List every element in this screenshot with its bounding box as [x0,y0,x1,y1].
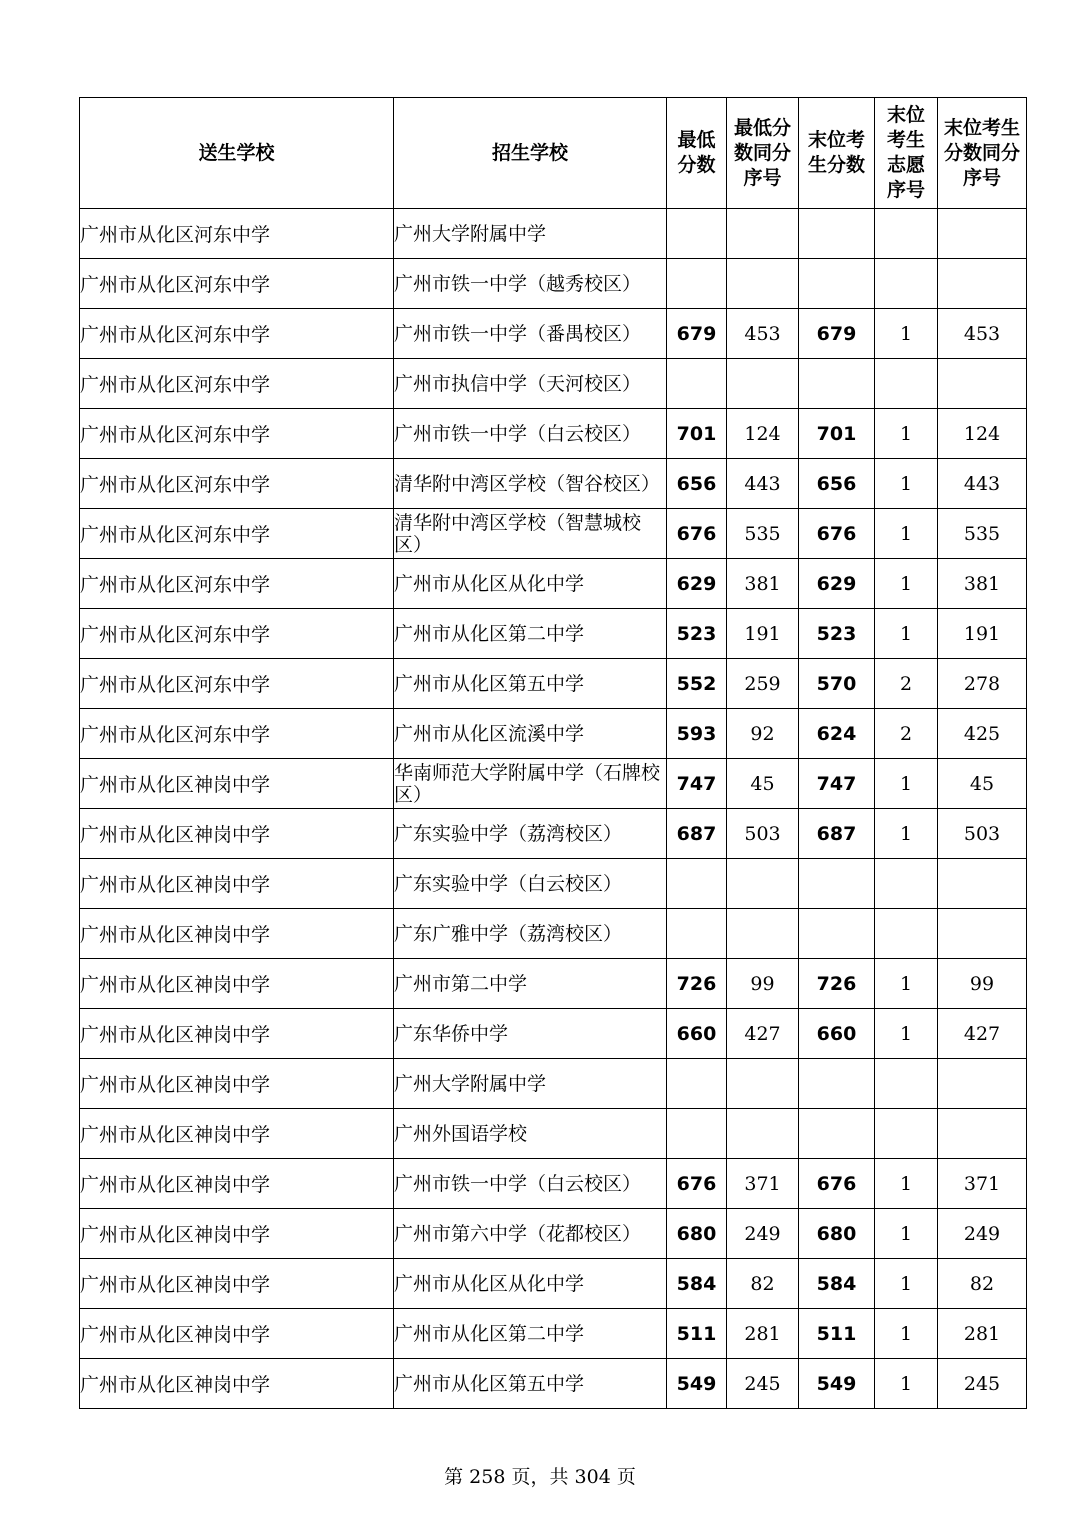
header-recv-school: 招生学校 [394,98,667,209]
last-score-cell [799,859,875,909]
min-score-cell: 701 [667,409,727,459]
min-score-cell: 679 [667,309,727,359]
last-score-cell: 676 [799,1159,875,1209]
last-score-cell [799,259,875,309]
last-score-cell [799,909,875,959]
table-row [80,1159,1027,1209]
send-school-cell: 广州市从化区神岗中学 [80,1159,394,1209]
send-school-cell: 广州市从化区神岗中学 [80,759,394,809]
last-score-cell [799,359,875,409]
last-score-cell: 656 [799,459,875,509]
send-school-cell: 广州市从化区神岗中学 [80,1009,394,1059]
min-rank-cell: 45 [727,759,799,809]
min-score-cell: 687 [667,809,727,859]
last-score-cell: 701 [799,409,875,459]
last-choice-cell [875,859,938,909]
recv-school-cell: 广州市从化区第五中学 [394,659,667,709]
last-score-cell: 726 [799,959,875,1009]
min-score-cell: 747 [667,759,727,809]
table-row [80,559,1027,609]
min-rank-cell: 82 [727,1259,799,1309]
header-last-score: 末位考 生分数 [799,98,875,209]
min-rank-cell: 371 [727,1159,799,1209]
last-rank-cell: 381 [938,559,1027,609]
last-rank-cell: 124 [938,409,1027,459]
min-score-cell: 680 [667,1209,727,1259]
min-score-cell: 552 [667,659,727,709]
last-choice-cell [875,909,938,959]
send-school-cell: 广州市从化区神岗中学 [80,809,394,859]
recv-school-cell: 广东广雅中学（荔湾校区） [394,909,667,959]
last-choice-cell: 1 [875,1259,938,1309]
last-score-cell: 676 [799,509,875,559]
last-score-cell [799,209,875,259]
send-school-cell: 广州市从化区神岗中学 [80,909,394,959]
last-choice-cell: 1 [875,1359,938,1409]
last-choice-cell: 1 [875,409,938,459]
min-score-cell [667,359,727,409]
recv-school-cell: 广州大学附属中学 [394,1059,667,1109]
send-school-cell: 广州市从化区神岗中学 [80,1359,394,1409]
last-choice-cell [875,1059,938,1109]
last-rank-cell: 503 [938,809,1027,859]
last-score-cell: 624 [799,709,875,759]
send-school-cell: 广州市从化区神岗中学 [80,1209,394,1259]
min-score-cell: 726 [667,959,727,1009]
recv-school-cell: 清华附中湾区学校（智慧城校区） [394,509,667,559]
last-choice-cell: 1 [875,809,938,859]
min-rank-cell: 259 [727,659,799,709]
send-school-cell: 广州市从化区河东中学 [80,409,394,459]
last-choice-cell: 1 [875,1209,938,1259]
table-row [80,809,1027,859]
last-choice-cell: 1 [875,459,938,509]
min-score-cell: 593 [667,709,727,759]
last-choice-cell: 1 [875,609,938,659]
min-score-cell: 676 [667,509,727,559]
last-rank-cell: 278 [938,659,1027,709]
min-score-cell [667,1059,727,1109]
last-choice-cell: 1 [875,309,938,359]
table-row [80,1259,1027,1309]
table-row [80,759,1027,809]
last-score-cell [799,1059,875,1109]
table-row [80,1209,1027,1259]
last-rank-cell [938,209,1027,259]
min-score-cell: 629 [667,559,727,609]
recv-school-cell: 广州市铁一中学（白云校区） [394,1159,667,1209]
last-score-cell [799,1109,875,1159]
last-choice-cell: 1 [875,1159,938,1209]
min-rank-cell: 245 [727,1359,799,1409]
last-rank-cell: 443 [938,459,1027,509]
last-score-cell: 660 [799,1009,875,1059]
table-row [80,309,1027,359]
recv-school-cell: 广东实验中学（白云校区） [394,859,667,909]
min-rank-cell: 453 [727,309,799,359]
last-score-cell: 523 [799,609,875,659]
last-rank-cell: 371 [938,1159,1027,1209]
min-rank-cell: 503 [727,809,799,859]
send-school-cell: 广州市从化区河东中学 [80,309,394,359]
last-choice-cell [875,259,938,309]
table-row [80,359,1027,409]
last-rank-cell: 425 [938,709,1027,759]
recv-school-cell: 广州市从化区从化中学 [394,559,667,609]
send-school-cell: 广州市从化区神岗中学 [80,1259,394,1309]
recv-school-cell: 广州市第六中学（花都校区） [394,1209,667,1259]
table-row [80,409,1027,459]
last-score-cell: 584 [799,1259,875,1309]
table-row [80,259,1027,309]
recv-school-cell: 广东华侨中学 [394,1009,667,1059]
min-score-cell: 660 [667,1009,727,1059]
min-score-cell: 676 [667,1159,727,1209]
last-score-cell: 687 [799,809,875,859]
last-choice-cell [875,1109,938,1159]
send-school-cell: 广州市从化区河东中学 [80,359,394,409]
last-rank-cell: 45 [938,759,1027,809]
send-school-cell: 广州市从化区河东中学 [80,259,394,309]
min-score-cell [667,1109,727,1159]
recv-school-cell: 广州市从化区流溪中学 [394,709,667,759]
last-rank-cell [938,1109,1027,1159]
min-rank-cell: 124 [727,409,799,459]
last-rank-cell: 245 [938,1359,1027,1409]
min-score-cell: 511 [667,1309,727,1359]
header-row [80,98,1027,209]
recv-school-cell: 广州市铁一中学（越秀校区） [394,259,667,309]
recv-school-cell: 广州市执信中学（天河校区） [394,359,667,409]
table-row [80,1359,1027,1409]
min-rank-cell: 535 [727,509,799,559]
recv-school-cell: 广东实验中学（荔湾校区） [394,809,667,859]
last-choice-cell: 1 [875,509,938,559]
min-score-cell [667,259,727,309]
last-score-cell: 629 [799,559,875,609]
last-score-cell: 570 [799,659,875,709]
recv-school-cell: 广州市从化区第二中学 [394,609,667,659]
min-rank-cell: 191 [727,609,799,659]
min-score-cell: 584 [667,1259,727,1309]
min-rank-cell: 99 [727,959,799,1009]
send-school-cell: 广州市从化区河东中学 [80,509,394,559]
last-rank-cell: 99 [938,959,1027,1009]
table-row [80,959,1027,1009]
send-school-cell: 广州市从化区神岗中学 [80,1059,394,1109]
last-rank-cell: 427 [938,1009,1027,1059]
last-rank-cell [938,909,1027,959]
page-number: 第 258 页，共 304 页 [444,1466,636,1488]
table-row [80,709,1027,759]
last-rank-cell [938,359,1027,409]
min-score-cell: 656 [667,459,727,509]
last-choice-cell [875,359,938,409]
min-rank-cell [727,909,799,959]
table-row [80,859,1027,909]
min-rank-cell [727,859,799,909]
send-school-cell: 广州市从化区河东中学 [80,209,394,259]
header-min-rank: 最低分 数同分 序号 [727,98,799,209]
min-rank-cell: 443 [727,459,799,509]
header-last-choice: 末位 考生 志愿 序号 [875,98,938,209]
header-min-score: 最低 分数 [667,98,727,209]
send-school-cell: 广州市从化区神岗中学 [80,1109,394,1159]
table-row [80,659,1027,709]
send-school-cell: 广州市从化区河东中学 [80,559,394,609]
min-rank-cell [727,1109,799,1159]
last-rank-cell [938,859,1027,909]
min-rank-cell [727,259,799,309]
last-score-cell: 511 [799,1309,875,1359]
table-row [80,459,1027,509]
send-school-cell: 广州市从化区河东中学 [80,709,394,759]
send-school-cell: 广州市从化区河东中学 [80,609,394,659]
last-score-cell: 680 [799,1209,875,1259]
last-choice-cell: 1 [875,959,938,1009]
min-rank-cell: 381 [727,559,799,609]
last-choice-cell: 2 [875,709,938,759]
min-score-cell [667,859,727,909]
min-rank-cell [727,1059,799,1109]
last-choice-cell: 1 [875,1009,938,1059]
table-row [80,209,1027,259]
last-score-cell: 747 [799,759,875,809]
last-choice-cell: 1 [875,759,938,809]
send-school-cell: 广州市从化区神岗中学 [80,1309,394,1359]
recv-school-cell: 广州市铁一中学（番禺校区） [394,309,667,359]
last-rank-cell: 453 [938,309,1027,359]
last-choice-cell: 1 [875,1309,938,1359]
last-rank-cell: 535 [938,509,1027,559]
table-row [80,1309,1027,1359]
admission-score-table [79,97,1027,1409]
min-rank-cell: 427 [727,1009,799,1059]
send-school-cell: 广州市从化区神岗中学 [80,959,394,1009]
recv-school-cell: 广州市从化区从化中学 [394,1259,667,1309]
min-score-cell [667,209,727,259]
last-rank-cell: 82 [938,1259,1027,1309]
recv-school-cell: 广州大学附属中学 [394,209,667,259]
recv-school-cell: 广州市第二中学 [394,959,667,1009]
recv-school-cell: 广州市从化区第二中学 [394,1309,667,1359]
min-rank-cell: 92 [727,709,799,759]
table-row [80,1059,1027,1109]
min-score-cell [667,909,727,959]
header-last-rank: 末位考生 分数同分 序号 [938,98,1027,209]
recv-school-cell: 广州市从化区第五中学 [394,1359,667,1409]
last-rank-cell [938,259,1027,309]
last-choice-cell: 1 [875,559,938,609]
last-score-cell: 679 [799,309,875,359]
min-score-cell: 549 [667,1359,727,1409]
last-choice-cell [875,209,938,259]
send-school-cell: 广州市从化区神岗中学 [80,859,394,909]
send-school-cell: 广州市从化区河东中学 [80,459,394,509]
recv-school-cell: 清华附中湾区学校（智谷校区） [394,459,667,509]
last-rank-cell: 249 [938,1209,1027,1259]
table-row [80,609,1027,659]
last-rank-cell: 191 [938,609,1027,659]
min-score-cell: 523 [667,609,727,659]
header-send-school: 送生学校 [80,98,394,209]
table-row [80,509,1027,559]
recv-school-cell: 广州外国语学校 [394,1109,667,1159]
min-rank-cell: 249 [727,1209,799,1259]
last-rank-cell: 281 [938,1309,1027,1359]
table-row [80,1009,1027,1059]
last-score-cell: 549 [799,1359,875,1409]
min-rank-cell: 281 [727,1309,799,1359]
min-rank-cell [727,209,799,259]
send-school-cell: 广州市从化区河东中学 [80,659,394,709]
last-choice-cell: 2 [875,659,938,709]
min-rank-cell [727,359,799,409]
recv-school-cell: 广州市铁一中学（白云校区） [394,409,667,459]
table-row [80,909,1027,959]
table-row [80,1109,1027,1159]
recv-school-cell: 华南师范大学附属中学（石牌校区） [394,759,667,809]
last-rank-cell [938,1059,1027,1109]
